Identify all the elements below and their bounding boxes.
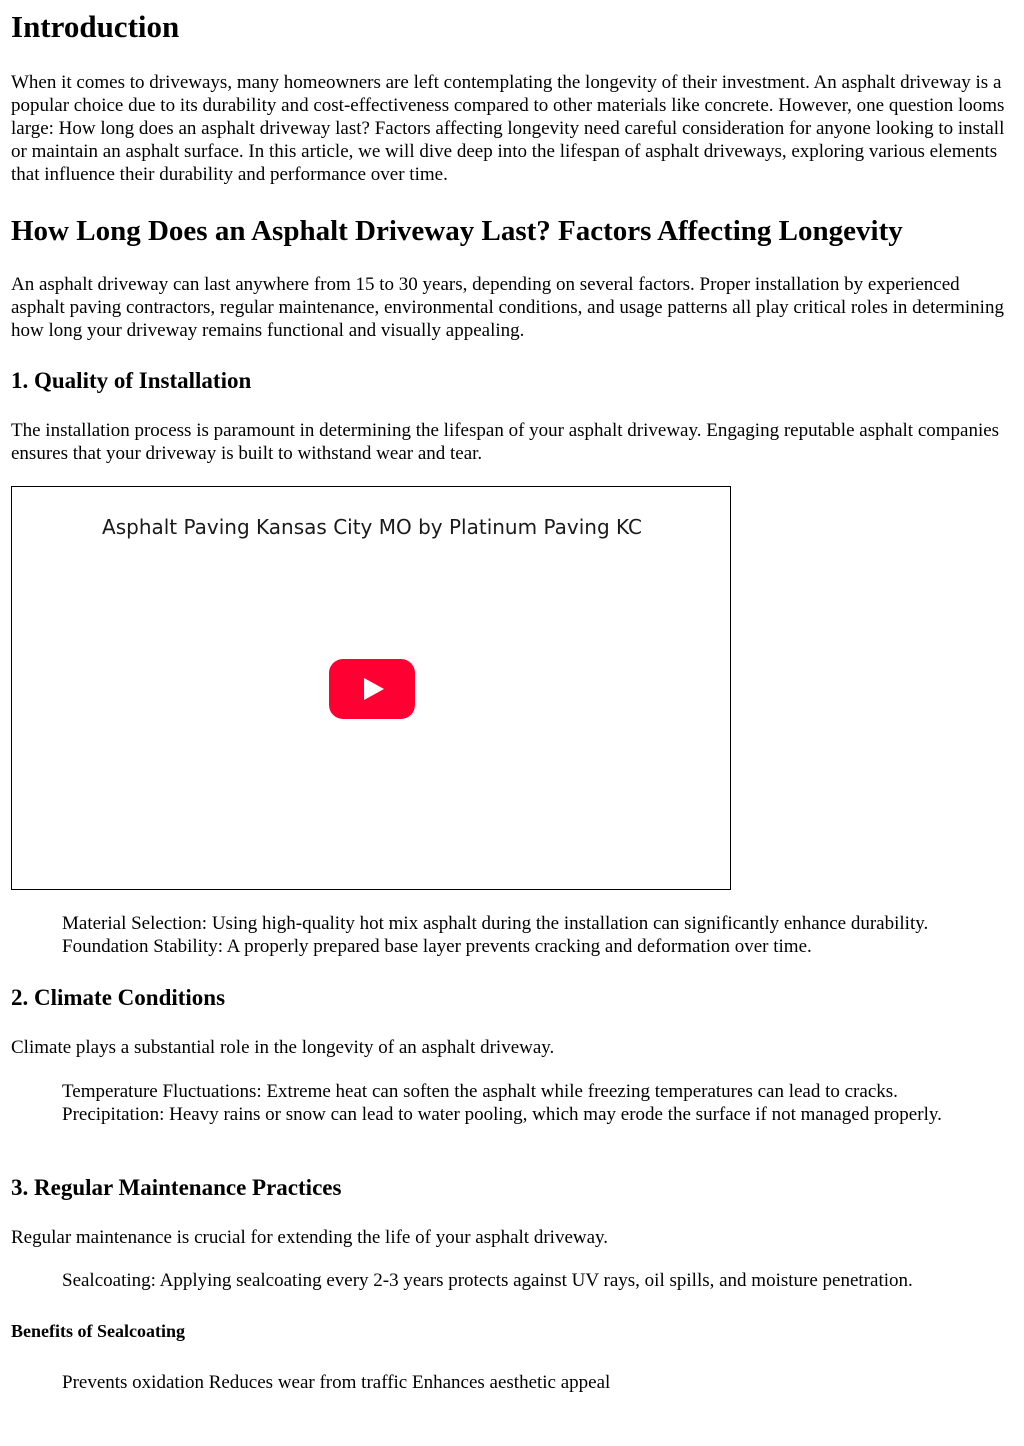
list-item: Prevents oxidation Reduces wear from traffic Enhances aesthetic appeal bbox=[62, 1372, 611, 1393]
benefits-list bbox=[11, 1371, 1011, 1394]
section2-paragraph: Climate plays a substantial role in the longevity of an asphalt driveway. bbox=[11, 1037, 555, 1058]
list-item: Foundation Stability: A properly prepared base layer prevents cracking and deformation over time. bbox=[62, 936, 812, 957]
section1-paragraph: The installation process is paramount in determining the lifespan of your asphalt driveway. Engaging reputable asphalt companies ensures that your driveway is built to withstand wear and tear. bbox=[11, 420, 1000, 464]
list-item: Temperature Fluctuations: Extreme heat can soften the asphalt while freezing temperatures can lead to cracks. bbox=[62, 1081, 898, 1102]
section2-list bbox=[11, 1080, 1011, 1126]
section3-paragraph: Regular maintenance is crucial for extending the life of your asphalt driveway. bbox=[11, 1227, 609, 1248]
main-paragraph: An asphalt driveway can last anywhere from 15 to 30 years, depending on several factors. Proper installation by experienced asphalt paving contractors, regular maintenance, environmental conditions, and usage patterns all play critical roles in determining how long your driveway remains functional and visually appealing. bbox=[11, 274, 1004, 341]
list-item: Sealcoating: Applying sealcoating every 2-3 years protects against UV rays, oil spills, and moisture penetration. bbox=[62, 1270, 913, 1291]
section1-heading: 1. Quality of Installation bbox=[11, 368, 252, 393]
section2-heading: 2. Climate Conditions bbox=[11, 985, 226, 1010]
section3-list bbox=[11, 1269, 1011, 1292]
video-title[interactable]: Asphalt Paving Kansas City MO by Platinum Paving KC bbox=[102, 515, 642, 539]
section3-heading: 3. Regular Maintenance Practices bbox=[11, 1175, 342, 1200]
video-embed[interactable] bbox=[11, 486, 731, 890]
section1-list bbox=[11, 912, 1011, 958]
list-item: Material Selection: Using high-quality hot mix asphalt during the installation can significantly enhance durability. bbox=[62, 913, 929, 934]
list-item: Precipitation: Heavy rains or snow can lead to water pooling, which may erode the surface if not managed properly. bbox=[62, 1104, 942, 1125]
youtube-play-icon[interactable] bbox=[329, 659, 415, 719]
intro-paragraph: When it comes to driveways, many homeowners are left contemplating the longevity of their investment. An asphalt driveway is a popular choice due to its durability and cost-effectiveness compared to other materials like concrete. However, one question looms large: How long does an asphalt driveway last? Factors affecting longevity need careful consideration for anyone looking to install or maintain an asphalt surface. In this article, we will dive deep into the lifespan of asphalt driveways, exploring various elements that influence their durability and performance over time. bbox=[11, 72, 1005, 185]
sealcoating-subheading: Benefits of Sealcoating bbox=[11, 1321, 185, 1341]
main-heading: How Long Does an Asphalt Driveway Last? Factors Affecting Longevity bbox=[11, 215, 903, 247]
intro-heading: Introduction bbox=[11, 9, 180, 44]
